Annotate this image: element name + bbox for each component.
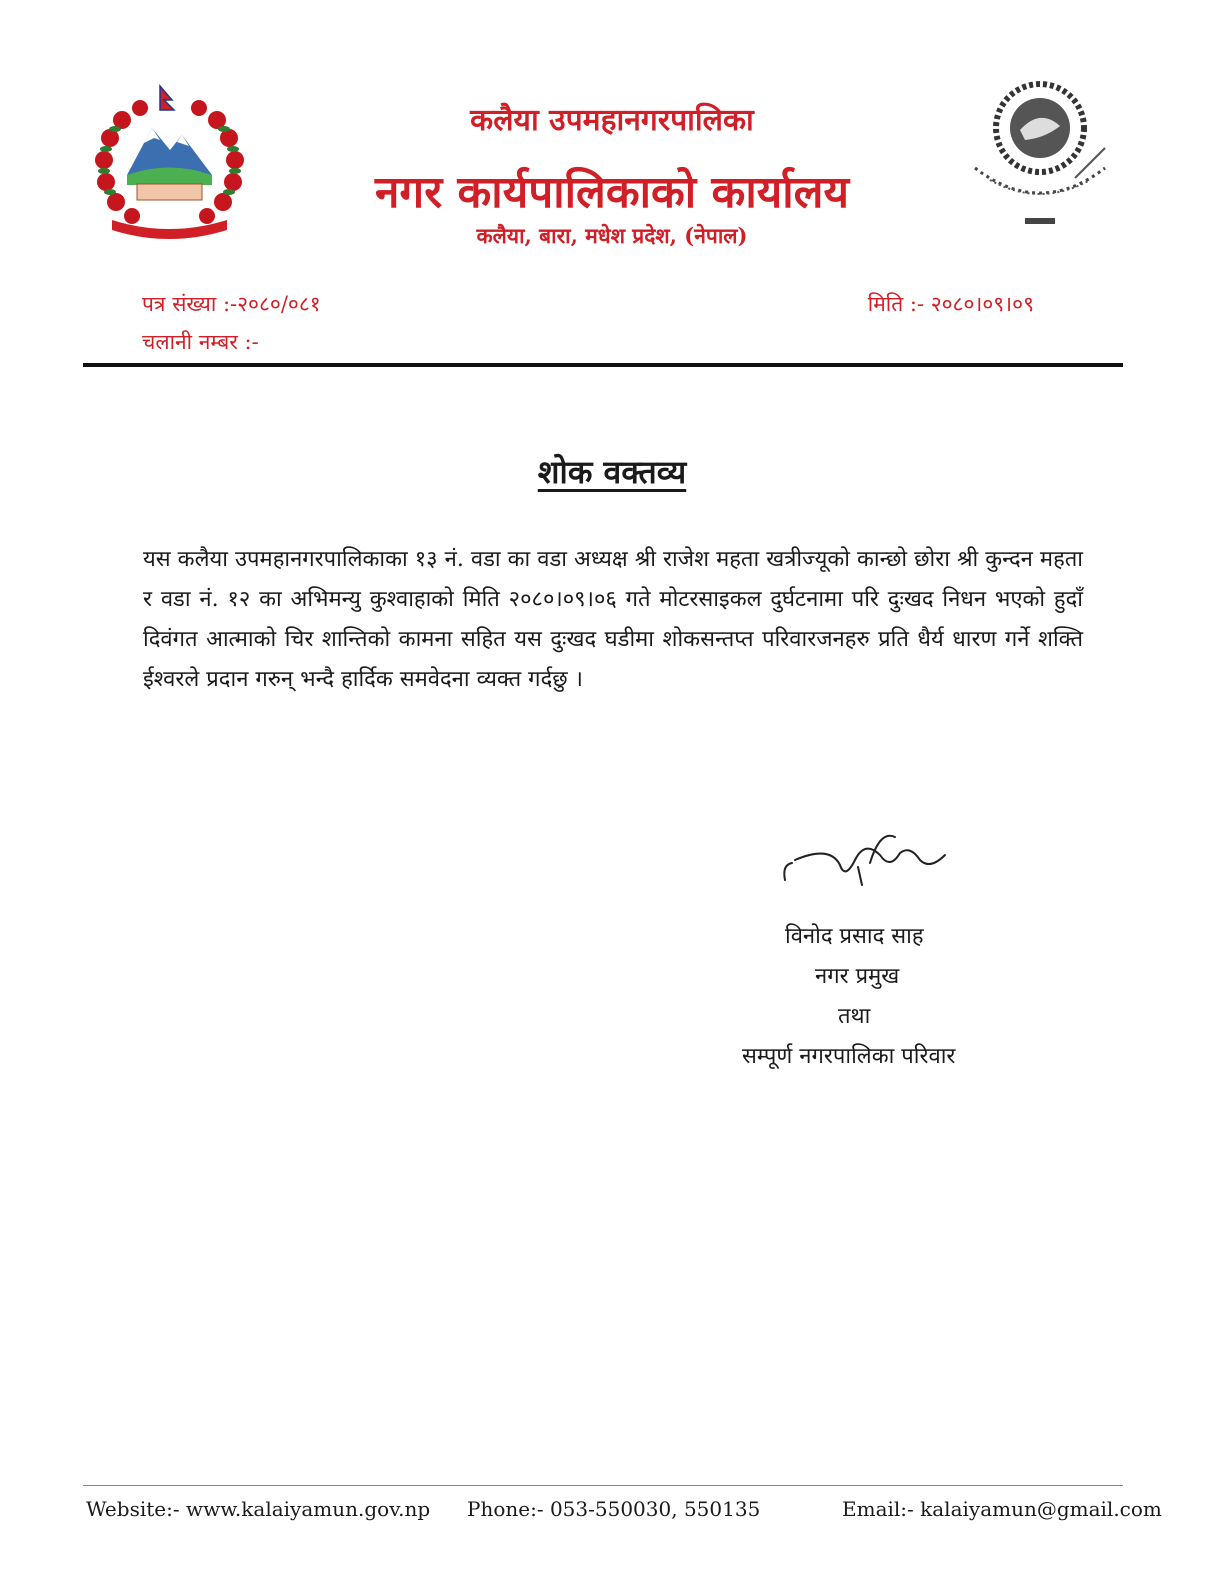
document-title: शोक वक्तव्य [537,453,687,491]
signatory-designation: नगर प्रमुख [815,964,900,989]
footer-email: Email:- kalaiyamun@gmail.com [842,1497,1162,1521]
condolence-body: यस कलैया उपमहानगरपालिकाका १३ नं. वडा का वडा अध्यक्ष श्री राजेश महता खत्रीज्यूको कान्छो छोरा श्री कुन्दन महता र वडा नं. १२ का अभिमन्यु कुश्वाहाको मिति २०८०।०९।०६ गते मोटरसाइकल दुर्घटनामा परि दुःखद निधन भएको हुदाँ दिवंगत आत्माको चिर शान्तिको कामना सहित यस दुःखद घडीमा शोकसन्तप्त परिवारजनहरु प्रति धैर्य धारण गर्ने शक्ति ईश्वरले प्रदान गरुन् भन्दै हार्दिक समवेदना व्यक्त गर्दछु । [143,547,1083,692]
header-divider [83,363,1123,367]
office-name: नगर कार्यपालिकाको कार्यालय [375,167,849,218]
dispatch-number: चलानी नम्बर :- [142,330,259,354]
municipality-name: कलैया उपमहानगरपालिका [470,103,754,138]
letter-number: पत्र संख्या :-२०८०/०८१ [142,292,321,316]
letter-date: मिति :- २०८०।०९।०९ [867,292,1034,316]
document-title-wrapper [0,450,1224,493]
signatory-name: विनोद प्रसाद साह [785,924,924,949]
office-address: कलैया, बारा, मधेश प्रदेश, (नेपाल) [476,223,748,248]
signatory-family: सम्पूर्ण नगरपालिका परिवार [742,1044,956,1069]
footer-divider [83,1485,1123,1486]
footer-phone: Phone:- 053-550030, 550135 [467,1497,761,1521]
signature-icon [770,825,970,895]
footer-website: Website:- www.kalaiyamun.gov.np [86,1497,431,1521]
signatory-conjunction: तथा [838,1004,871,1029]
